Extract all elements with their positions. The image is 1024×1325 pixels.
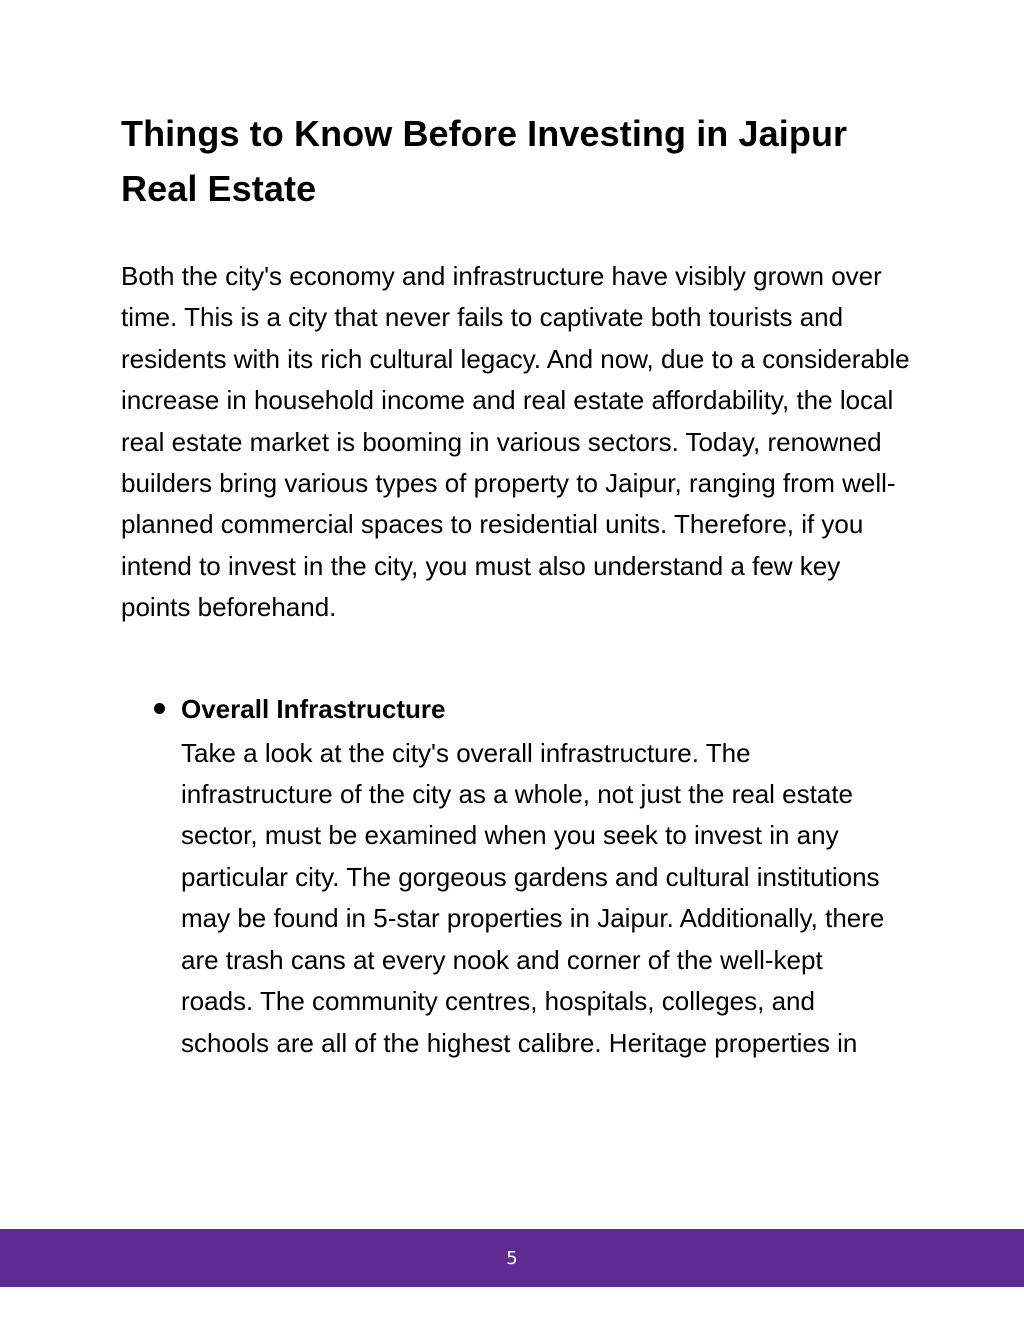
page-content: [121, 106, 911, 1064]
footer-bar: [0, 1229, 1024, 1287]
section-body: Take a look at the city's overall infrastructure. The infrastructure of the city as a whole, not just the real estate sector, must be examined when you seek to invest in any particular city. The gorgeous gardens and cultural institutions may be found in 5-star properties in Jaipur. Additionally, there are trash cans at every nook and corner of the well-kept roads. The community centres, hospitals, colleges, and schools are all of the highest calibre. Heritage properties in: [181, 737, 885, 1058]
page-number: 5: [506, 1247, 518, 1269]
list-item: [181, 692, 911, 1064]
bullet-icon: [154, 703, 165, 714]
page-title: Things to Know Before Investing in Jaipur Real Estate: [121, 113, 848, 209]
section-heading: Overall Infrastructure: [181, 693, 446, 724]
intro-paragraph: Both the city's economy and infrastructure have visibly grown over time. This is a city that never fails to captivate both tourists and residents with its rich cultural legacy. And now, due to a considerable increase in household income and real estate affordability, the local real estate market is booming in various sectors. Today, renowned builders bring various types of property to Jaipur, ranging from well-planned commercial spaces to residential units. Therefore, if you intend to invest in the city, you must also understand a few key points beforehand.: [121, 261, 910, 623]
bullet-list: [121, 692, 911, 1064]
